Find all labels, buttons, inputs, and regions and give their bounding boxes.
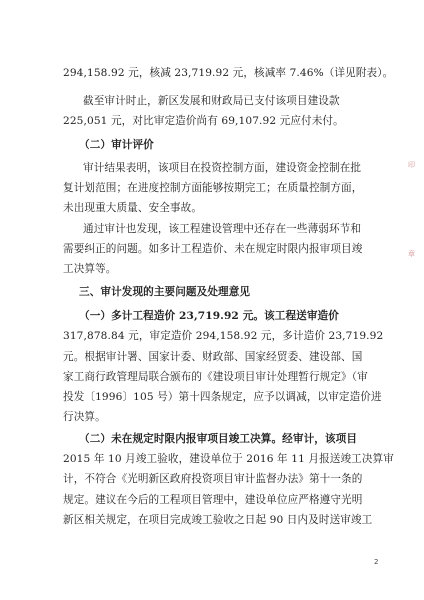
text-line-3: 225,051 元，对比审定造价尚有 69,107.92 元应付未付。: [63, 115, 344, 127]
page-number: 2: [374, 558, 379, 566]
section-heading-main-issues: 三、审计发现的主要问题及处理意见: [79, 286, 251, 298]
text-line-10: 工决算等。: [63, 263, 117, 275]
text-line-9: 需要纠正的问题。如多计工程造价、未在规定时限内报审项目竣: [63, 243, 363, 255]
subheading-overstated-cost: （一）多计工程造价 23,719.92 元。该工程送审造价: [79, 310, 339, 322]
text-line-15: 家工商行政管理局联合颁布的《建设项目审计处理暂行规定》（审: [63, 371, 368, 383]
text-line-20: 计，不符合《光明新区政府投资项目审计监督办法》第十一条的: [63, 473, 363, 485]
text-line-2: 截至审计时止，新区发展和财政局已支付该项目建设款: [83, 95, 340, 107]
text-line-22: 新区相关规定，在项目完成竣工验收之日起 90 日内及时送审竣工: [63, 514, 373, 526]
text-line-21: 规定。建议在今后的工程项目管理中，建设单位应严格遵守光明: [63, 494, 363, 506]
text-line-6: 复计划范围；在进度控制方面能够按期完工；在质量控制方面，: [63, 182, 363, 194]
text-line-7: 未出现重大质量、安全事故。: [63, 202, 203, 214]
subheading-late-settlement: （二）未在规定时限内报审项目竣工决算。经审计，该项目: [79, 433, 358, 445]
text-line-8: 通过审计也发现，该工程建设管理中还存在一些薄弱环节和: [83, 223, 362, 235]
text-line-17: 行决算。: [63, 411, 106, 423]
text-line-16: 投发〔1996〕105 号）第十四条规定，应予以调减，以审定造价进: [63, 391, 382, 403]
text-line-1: 294,158.92 元，核减 23,719.92 元，核减率 7.46%（详见附表）。: [63, 67, 394, 79]
text-line-5: 审计结果表明，该项目在投资控制方面，建设资金控制在批: [83, 162, 362, 174]
text-line-19: 2015 年 10 月竣工验收，建设单位于 2016 年 11 月报送竣工决算审: [63, 453, 394, 465]
stamp-mark-bottom: 章: [408, 250, 415, 258]
section-heading-audit-evaluation: （二）审计评价: [79, 139, 154, 151]
stamp-mark-top: 印: [408, 161, 415, 169]
text-line-13: 317,878.84 元，审定造价 294,158.92 元，多计造价 23,719.92: [63, 330, 384, 342]
text-line-14: 元。根据审计署、国家计委、财政部、国家经贸委、建设部、国: [63, 351, 363, 363]
